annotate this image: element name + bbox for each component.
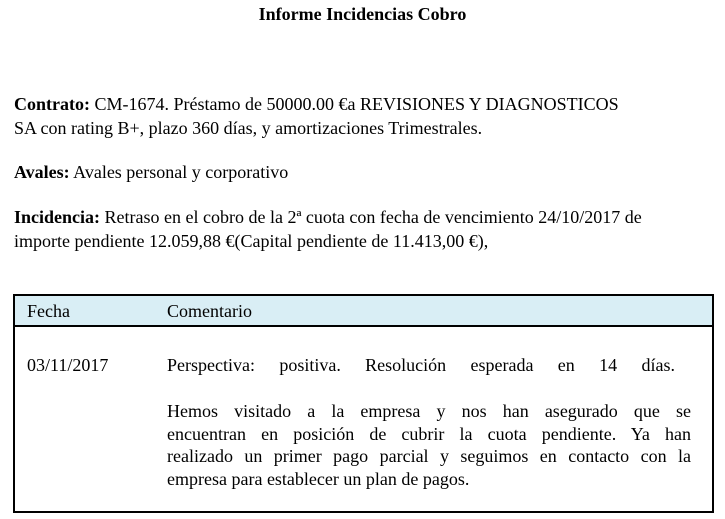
contract-paragraph bbox=[14, 92, 714, 140]
guarantees-line bbox=[14, 160, 714, 184]
contract-label: Contrato: bbox=[14, 94, 90, 114]
incident-label: Incidencia: bbox=[14, 207, 101, 227]
row-comment bbox=[167, 400, 691, 490]
header-fecha: Fecha bbox=[27, 301, 70, 321]
comments-table bbox=[13, 294, 714, 513]
header-comentario: Comentario bbox=[167, 301, 252, 321]
comment-line: Hemos visitado a la empresa y nos han asegurado que se bbox=[167, 401, 691, 421]
comment-line: empresa para establecer un plan de pagos. bbox=[167, 468, 470, 489]
contract-line-1 bbox=[14, 92, 714, 116]
incident-text-2: importe pendiente 12.059,88 €(Capital pendiente de 11.413,00 €), bbox=[14, 231, 489, 251]
row-perspective: Perspectiva: positiva. Resolución esperada en 14 días. bbox=[167, 355, 675, 375]
comment-line: realizado un primer pago parcial y seguimos en contacto con la bbox=[167, 446, 691, 466]
guarantees-label: Avales: bbox=[14, 162, 70, 182]
contract-text-2: SA con rating B+, plazo 360 días, y amortizaciones Trimestrales. bbox=[14, 118, 483, 138]
guarantees-paragraph bbox=[14, 160, 714, 184]
contract-text-1: CM-1674. Préstamo de 50000.00 €a REVISIONES Y DIAGNOSTICOS bbox=[89, 94, 619, 114]
comment-line: encuentran en posición de cubrir la cuota pendiente. Ya han bbox=[167, 423, 691, 444]
incident-paragraph bbox=[14, 205, 714, 253]
report-title: Informe Incidencias Cobro bbox=[258, 4, 467, 24]
incident-line-1 bbox=[14, 205, 714, 229]
row-date: 03/11/2017 bbox=[27, 355, 109, 375]
guarantees-text: Avales personal y corporativo bbox=[69, 162, 289, 182]
incident-text-1: Retraso en el cobro de la 2ª cuota con fecha de vencimiento 24/10/2017 de bbox=[100, 207, 642, 227]
table-header-row bbox=[15, 296, 712, 327]
